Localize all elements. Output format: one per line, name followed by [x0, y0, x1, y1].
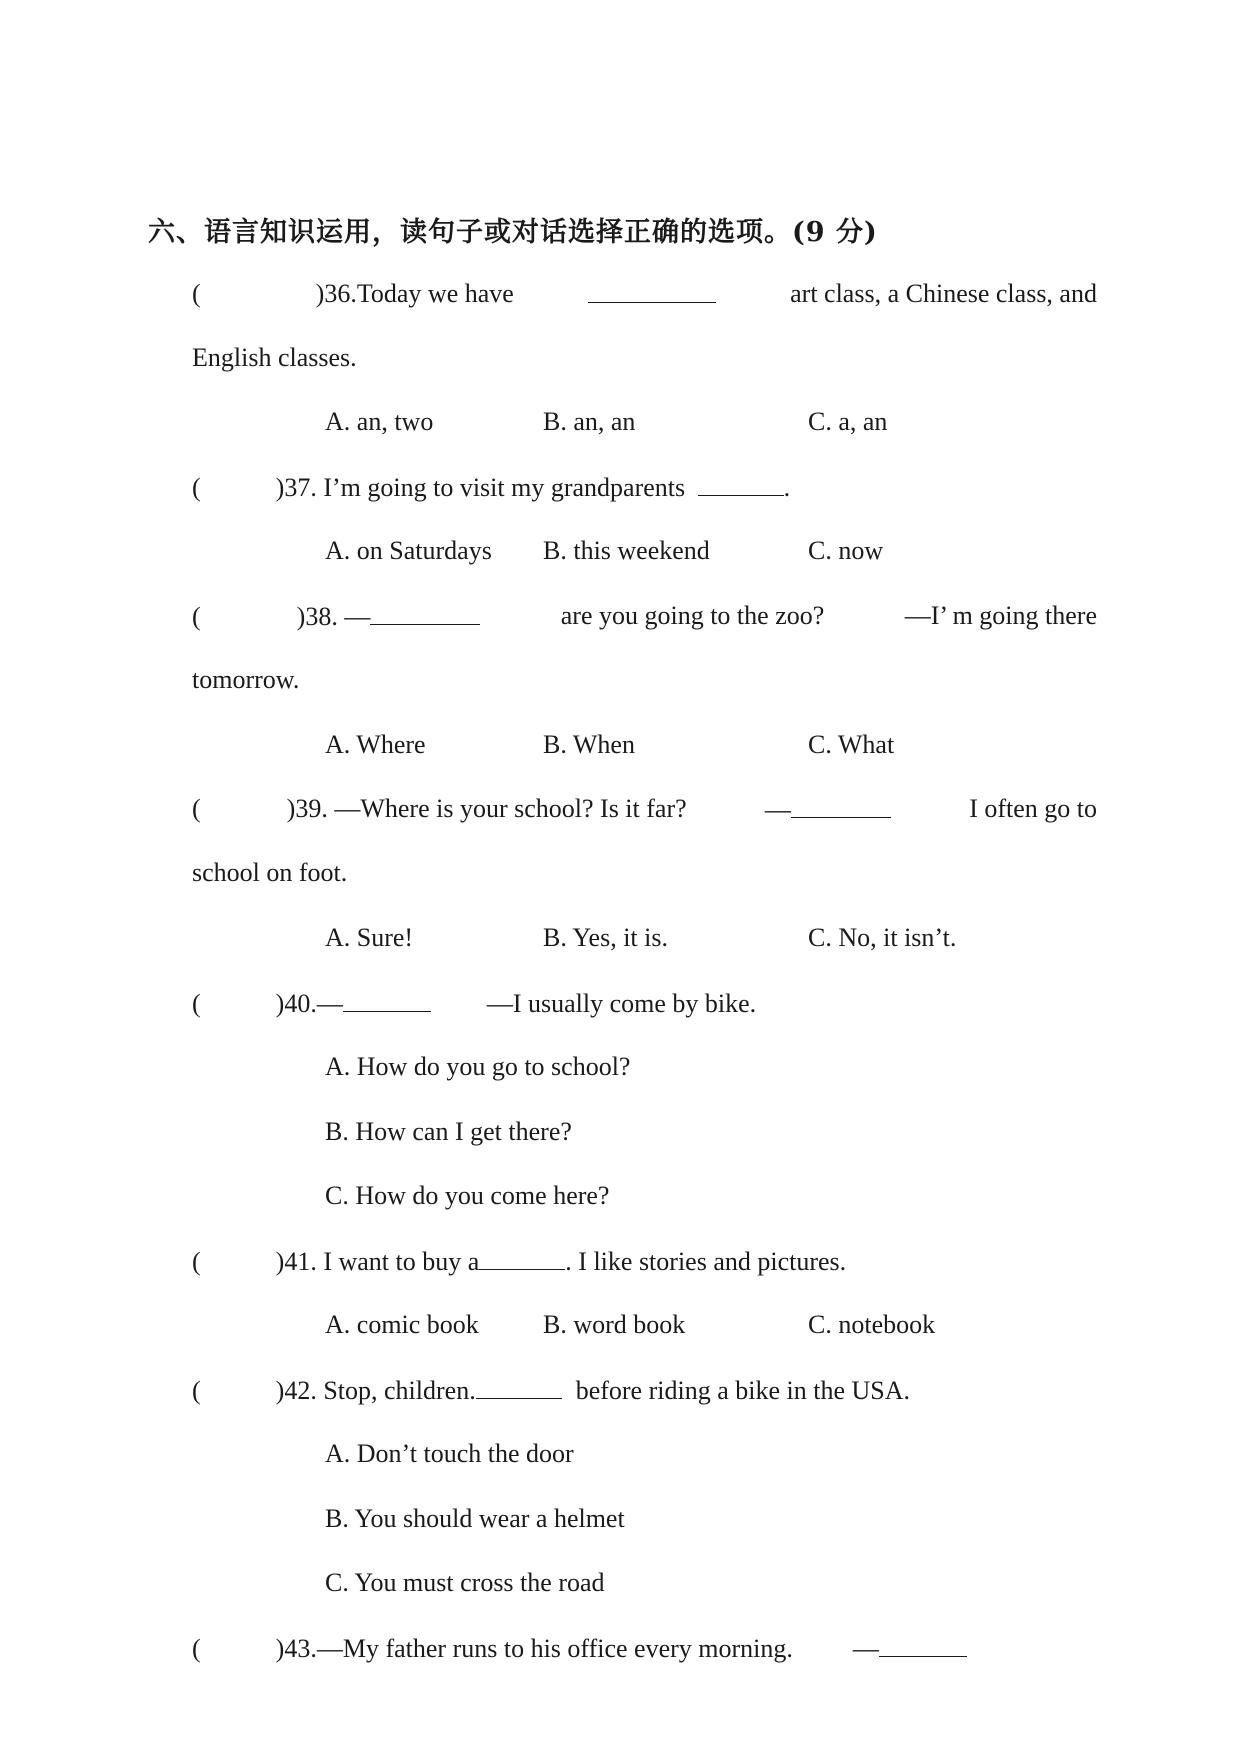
answer-paren-open: ( — [192, 602, 201, 631]
question-37-text: )37. I’m going to visit my grandparents — [275, 473, 686, 502]
option-36-c[interactable]: C. a, an — [808, 407, 888, 436]
answer-paren-open: ( — [192, 989, 201, 1018]
question-37-after: . — [783, 473, 791, 502]
question-42-text: )42. Stop, children. — [275, 1376, 476, 1405]
answer-paren-open: ( — [192, 279, 201, 308]
option-37-b[interactable]: B. this weekend — [543, 536, 710, 565]
option-38-b[interactable]: B. When — [543, 730, 635, 759]
answer-paren-open: ( — [192, 1247, 201, 1276]
answer-blank[interactable] — [698, 471, 784, 496]
answer-blank[interactable] — [479, 1245, 565, 1270]
question-38-after: are you going to the zoo? — [560, 601, 825, 630]
answer-blank[interactable] — [588, 278, 716, 303]
question-39-text: )39. —Where is your school? Is it far? — [286, 794, 687, 823]
question-38-text: )38. — — [296, 602, 371, 631]
option-42-a[interactable]: A. Don’t touch the door — [325, 1439, 574, 1468]
answer-paren-open: ( — [192, 1634, 201, 1663]
question-40 — [192, 987, 1097, 1020]
answer-blank[interactable] — [343, 987, 431, 1012]
option-36-a[interactable]: A. an, two — [325, 407, 434, 436]
answer-paren-open: ( — [192, 473, 201, 502]
question-43 — [192, 1632, 1097, 1665]
question-40-text: )40.— — [275, 989, 343, 1018]
answer-blank[interactable] — [476, 1374, 562, 1399]
question-39-dash: — — [764, 795, 791, 824]
option-40-a[interactable]: A. How do you go to school? — [325, 1052, 631, 1081]
answer-paren-open: ( — [192, 794, 201, 823]
question-43-reply: — — [852, 1634, 879, 1663]
question-36 — [192, 278, 1097, 310]
option-41-b[interactable]: B. word book — [543, 1310, 686, 1339]
question-37 — [192, 471, 1097, 504]
option-39-b[interactable]: B. Yes, it is. — [543, 923, 668, 952]
question-39-continuation: school on foot. — [192, 858, 348, 887]
question-36-continuation: English classes. — [192, 343, 357, 372]
question-39 — [192, 793, 1097, 826]
option-41-c[interactable]: C. notebook — [808, 1310, 936, 1339]
answer-paren-open: ( — [192, 1376, 201, 1405]
question-38-continuation: tomorrow. — [192, 665, 300, 694]
question-43-text: )43.—My father runs to his office every morning. — [275, 1634, 793, 1663]
question-36-after: art class, a Chinese class, and — [790, 279, 1097, 308]
option-41-a[interactable]: A. comic book — [325, 1310, 479, 1339]
option-39-c[interactable]: C. No, it isn’t. — [808, 923, 957, 952]
question-41-after: . I like stories and pictures. — [565, 1247, 847, 1276]
question-42 — [192, 1374, 1097, 1407]
question-42-after: before riding a bike in the USA. — [575, 1376, 911, 1405]
option-38-a[interactable]: A. Where — [325, 730, 426, 759]
question-41-text: )41. I want to buy a — [275, 1247, 480, 1276]
option-39-a[interactable]: A. Sure! — [325, 923, 414, 952]
option-42-b[interactable]: B. You should wear a helmet — [325, 1504, 625, 1533]
answer-blank[interactable] — [879, 1632, 967, 1657]
option-40-b[interactable]: B. How can I get there? — [325, 1117, 572, 1146]
option-40-c[interactable]: C. How do you come here? — [325, 1181, 610, 1210]
option-36-b[interactable]: B. an, an — [543, 407, 636, 436]
question-36-text: )36.Today we have — [315, 279, 514, 308]
option-38-c[interactable]: C. What — [808, 730, 895, 759]
question-39-after: I often go to — [969, 794, 1097, 823]
question-38-reply: —I’ m going there — [904, 601, 1097, 630]
question-41 — [192, 1245, 1097, 1278]
answer-blank[interactable] — [370, 600, 480, 625]
section-title: 六、语言知识运用，读句子或对话选择正确的选项。(9 分) — [148, 217, 878, 248]
option-42-c[interactable]: C. You must cross the road — [325, 1568, 605, 1597]
option-37-c[interactable]: C. now — [808, 536, 884, 565]
option-37-a[interactable]: A. on Saturdays — [325, 536, 492, 565]
question-38 — [192, 600, 1097, 633]
answer-blank[interactable] — [791, 793, 891, 818]
question-40-reply: —I usually come by bike. — [486, 989, 757, 1018]
